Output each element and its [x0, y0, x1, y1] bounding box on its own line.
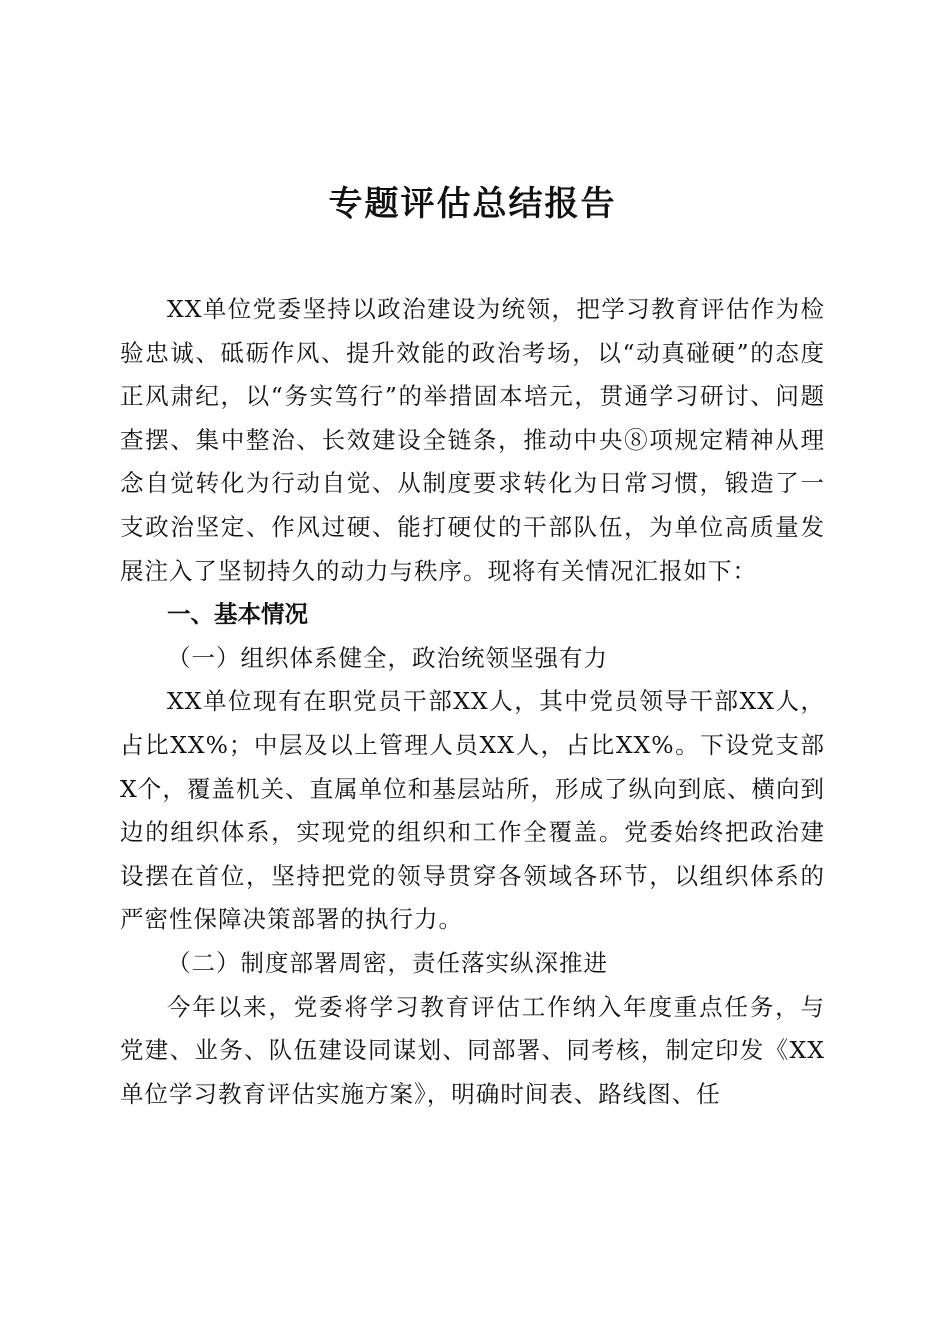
intro-paragraph: XX单位党委坚持以政治建设为统领，把学习教育评估作为检验忠诚、砥砺作风、提升效能的政治考场，以“动真碰硬”的态度正风肃纪，以“务实笃行”的举措固本培元，贯通学习研讨、问题查摆、集中整治、长效建设全链条，推动中央⑧项规定精神从理念自觉转化为行动自觉、从制度要求转化为日常习惯，锻造了一支政治坚定、作风过硬、能打硬仗的干部队伍，为单位高质量发展注入了坚韧持久的动力与秩序。现将有关情况汇报如下： — [120, 295, 825, 585]
section-heading-basic-situation: 一、基本情况 — [167, 600, 308, 629]
document-page — [120, 176, 825, 1116]
system-deployment-paragraph: 今年以来，党委将学习教育评估工作纳入年度重点任务，与党建、业务、队伍建设同谋划、同部署、同考核，制定印发《XX单位学习教育评估实施方案》，明确时间表、路线图、任 — [120, 992, 825, 1108]
subsection-heading-system-deployment: （二）制度部署周密，责任落实纵深推进 — [167, 948, 608, 977]
document-title: 专题评估总结报告 — [328, 184, 617, 224]
title-spacer — [120, 232, 825, 288]
subsection-heading-organization: （一）组织体系健全，政治统领坚强有力 — [167, 643, 608, 672]
organization-paragraph: XX单位现有在职党员干部XX人，其中党员领导干部XX人，占比XX%；中层及以上管理人员XX人，占比XX%。下设党支部X个，覆盖机关、直属单位和基层站所，形成了纵向到底、横向到边的组织体系，实现党的组织和工作全覆盖。党委始终把政治建设摆在首位，坚持把党的领导贯穿各领域各环节，以组织体系的严密性保障决策部署的执行力。 — [120, 687, 825, 934]
